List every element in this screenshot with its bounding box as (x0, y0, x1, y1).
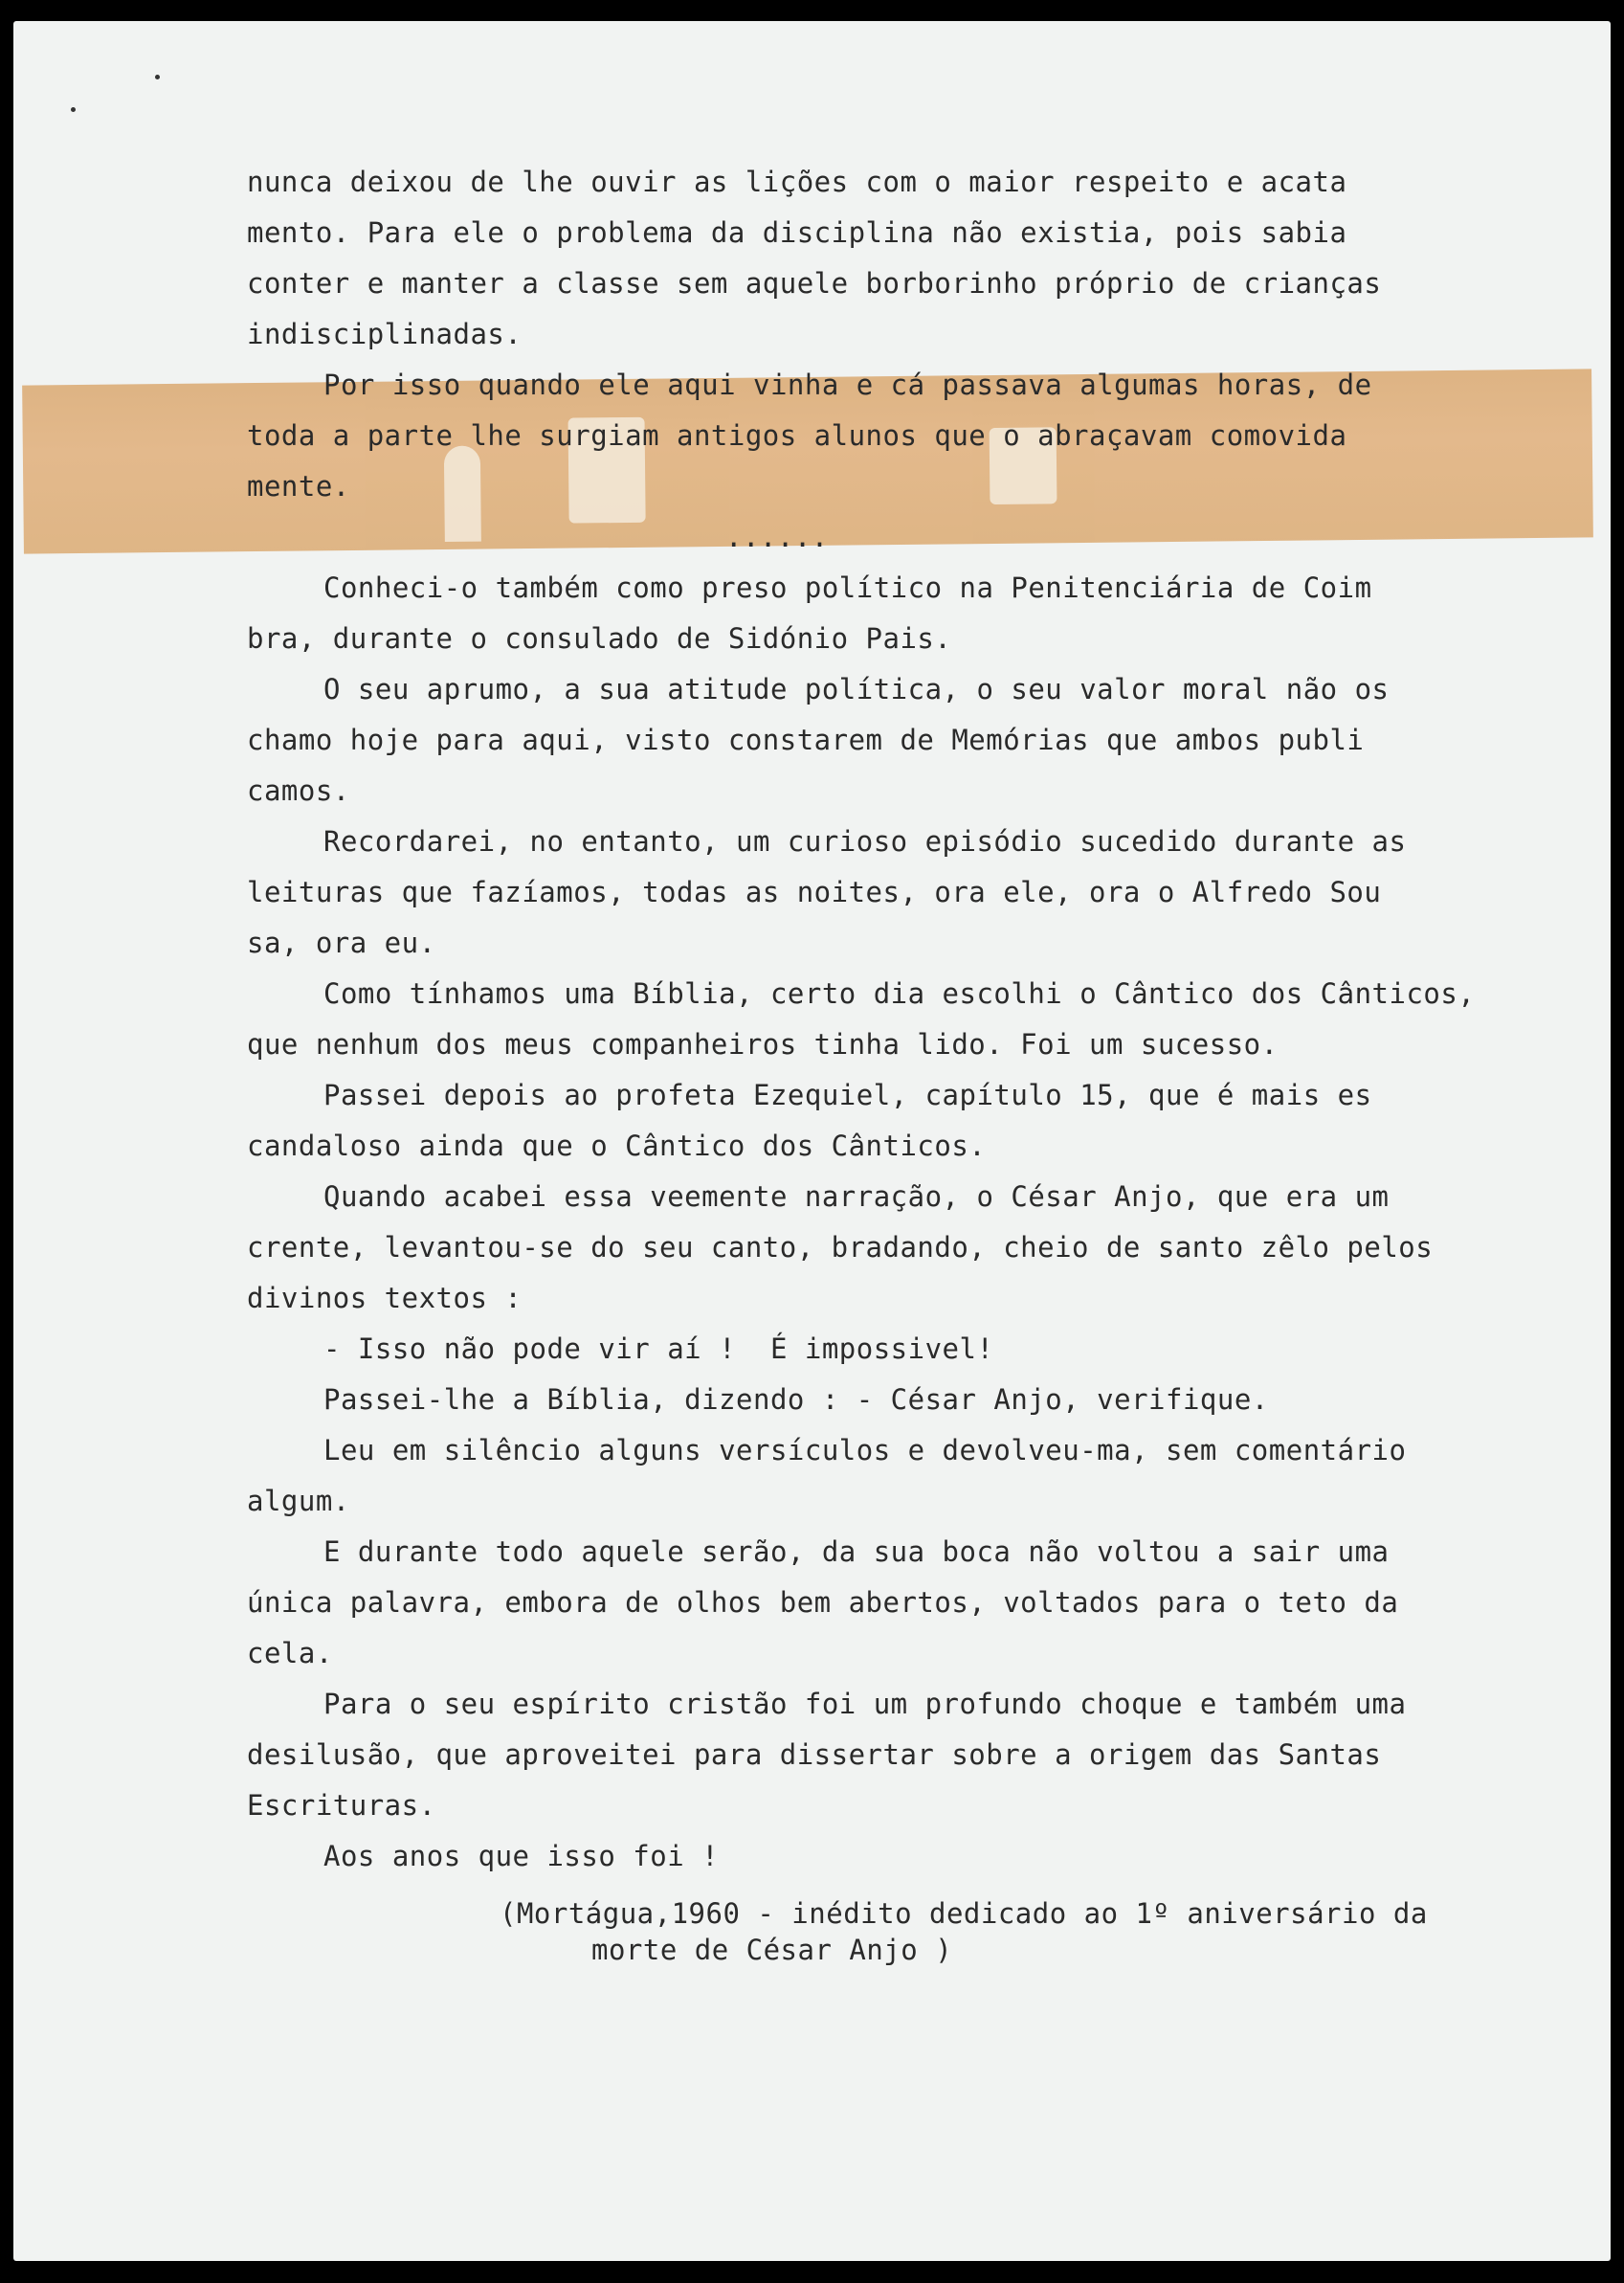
paper-speck (155, 75, 160, 79)
text-line: Conheci-o também como preso político na Penitenciária de Coim (323, 571, 1372, 604)
text-line: Passei-lhe a Bíblia, dizendo : - César Anjo, verifique. (323, 1383, 1269, 1416)
text-line: Aos anos que isso foi ! (323, 1840, 720, 1872)
text-line: conter e manter a classe sem aquele borborinho próprio de crianças (247, 267, 1382, 300)
text-line: camos. (247, 774, 350, 807)
text-line: Para o seu espírito cristão foi um profundo choque e também uma (323, 1688, 1407, 1720)
paper-speck (71, 107, 76, 112)
text-line: Recordarei, no entanto, um curioso episódio sucedido durante as (323, 825, 1407, 858)
colophon-line-2: morte de César Anjo ) (591, 1934, 953, 1966)
colophon-line-1: (Mortágua,1960 - inédito dedicado ao 1º aniversário da (500, 1897, 1428, 1930)
text-line: E durante todo aquele serão, da sua boca não voltou a sair uma (323, 1535, 1390, 1568)
text-line: bra, durante o consulado de Sidónio Pais. (247, 622, 952, 655)
text-line: sa, ora eu. (247, 927, 436, 959)
text-line: nunca deixou de lhe ouvir as lições com o maior respeito e acata (247, 166, 1347, 198)
text-line: Como tínhamos uma Bíblia, certo dia escolhi o Cântico dos Cânticos, (323, 977, 1476, 1010)
text-line: cela. (247, 1637, 333, 1669)
text-line: - Isso não pode vir aí ! É impossivel! (323, 1332, 994, 1365)
text-line: Passei depois ao profeta Ezequiel, capítulo 15, que é mais es (323, 1079, 1372, 1111)
text-line: crente, levantou-se do seu canto, bradando, cheio de santo zêlo pelos (247, 1231, 1434, 1264)
text-line: chamo hoje para aqui, visto constarem de Memórias que ambos publi (247, 724, 1365, 756)
document-page (13, 21, 1611, 2261)
text-line: indisciplinadas. (247, 318, 523, 350)
text-line: leituras que fazíamos, todas as noites, ora ele, ora o Alfredo Sou (247, 876, 1382, 908)
document-body (247, 157, 1568, 1882)
text-line: Escrituras. (247, 1789, 436, 1822)
text-line: única palavra, embora de olhos bem abertos, voltados para o teto da (247, 1586, 1399, 1619)
text-line: Leu em silêncio alguns versículos e devolveu-ma, sem comentário (323, 1434, 1407, 1466)
text-line: Por isso quando ele aqui vinha e cá passava algumas horas, de (323, 369, 1372, 401)
colophon (500, 1895, 1428, 1968)
text-line: Quando acabei essa veemente narração, o César Anjo, que era um (323, 1180, 1390, 1213)
section-separator: ...... (725, 521, 829, 553)
text-line: candaloso ainda que o Cântico dos Cânticos. (247, 1130, 987, 1162)
text-line: que nenhum dos meus companheiros tinha lido. Foi um sucesso. (247, 1028, 1279, 1061)
text-line: desilusão, que aproveitei para dissertar sobre a origem das Santas (247, 1738, 1382, 1771)
text-line: toda a parte lhe surgiam antigos alunos que o abraçavam comovida (247, 419, 1347, 452)
text-line: divinos textos : (247, 1282, 523, 1314)
text-line: mente. (247, 470, 350, 503)
text-line: algum. (247, 1485, 350, 1517)
text-line: O seu aprumo, a sua atitude política, o seu valor moral não os (323, 673, 1390, 705)
text-line: mento. Para ele o problema da disciplina não existia, pois sabia (247, 216, 1347, 249)
